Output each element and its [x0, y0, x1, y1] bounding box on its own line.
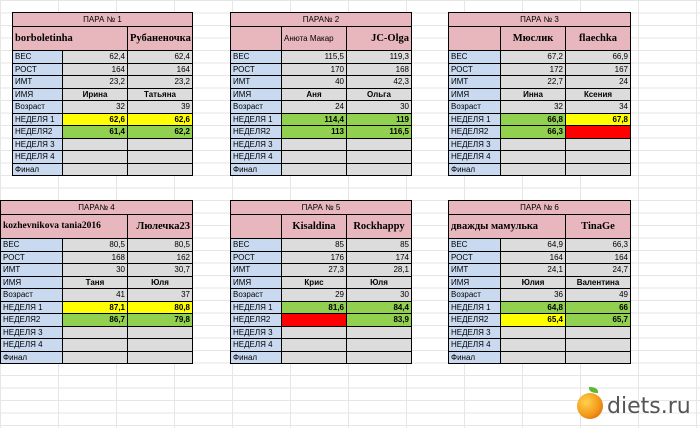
row-label-week4: НЕДЕЛЯ 4 [231, 339, 282, 352]
cell-vozrast-1[interactable]: 24 [282, 101, 347, 114]
cell-week1-1[interactable]: 87,1 [63, 301, 128, 314]
cell-imt-2[interactable]: 30,7 [128, 264, 193, 277]
cell-rost-1[interactable]: 168 [63, 251, 128, 264]
cell-vozrast-2[interactable]: 30 [347, 289, 412, 302]
row-label-imt: ИМТ [231, 264, 282, 277]
cell-imya-1[interactable]: Таня [63, 276, 128, 289]
cell-ves-2[interactable]: 80,5 [128, 239, 193, 252]
cell-rost-2[interactable]: 174 [347, 251, 412, 264]
cell-week2-1[interactable]: 86,7 [63, 314, 128, 327]
cell-week3-1[interactable] [63, 138, 128, 151]
cell-rost-1[interactable]: 170 [282, 63, 347, 76]
cell-week3-1[interactable] [282, 138, 347, 151]
cell-vozrast-2[interactable]: 34 [566, 101, 631, 114]
row-label-imya: ИМЯ [231, 276, 282, 289]
cell-week4-2[interactable] [128, 339, 193, 352]
user1-nick: Анюта Макар [282, 27, 347, 51]
row-label-rost: РОСТ [1, 251, 63, 264]
row-label-final: Финал [1, 351, 63, 364]
cell-ves-1[interactable]: 67,2 [501, 51, 566, 64]
row-label-final: Финал [449, 163, 501, 176]
row-label-imt: ИМТ [449, 76, 501, 89]
cell-rost-2[interactable]: 168 [347, 63, 412, 76]
row-label-week1: НЕДЕЛЯ 1 [1, 301, 63, 314]
cell-week2-2[interactable]: 116,5 [347, 126, 412, 139]
user2-nick: JC-Olga [347, 27, 412, 51]
cell-rost-2[interactable]: 164 [128, 63, 193, 76]
row-label-rost: РОСТ [231, 251, 282, 264]
row-label-vozrast: Возраст [449, 101, 501, 114]
pair-table [448, 200, 631, 364]
row-label-imya: ИМЯ [449, 88, 501, 101]
cell-final-2[interactable] [347, 163, 412, 176]
cell-final-1[interactable] [63, 163, 128, 176]
row-label-vozrast: Возраст [13, 101, 63, 114]
cell-vozrast-1[interactable]: 41 [63, 289, 128, 302]
row-label-week2: НЕДЕЛЯ2 [1, 314, 63, 327]
cell-rost-1[interactable]: 164 [63, 63, 128, 76]
row-label-week3: НЕДЕЛЯ 3 [231, 326, 282, 339]
cell-week2-1[interactable]: 66,3 [501, 126, 566, 139]
pair-table [12, 12, 193, 176]
cell-week2-2[interactable]: 65,7 [566, 314, 631, 327]
cell-week4-1[interactable] [501, 339, 566, 352]
row-label-week2: НЕДЕЛЯ2 [13, 126, 63, 139]
cell-imt-2[interactable]: 42,3 [347, 76, 412, 89]
row-label-imt: ИМТ [231, 76, 282, 89]
row-label-imya: ИМЯ [231, 88, 282, 101]
cell-week3-1[interactable] [501, 326, 566, 339]
cell-week2-1[interactable]: 65,4 [501, 314, 566, 327]
cell-week1-2[interactable]: 80,8 [128, 301, 193, 314]
cell-week1-2[interactable]: 66 [566, 301, 631, 314]
cell-week2-1[interactable] [282, 314, 347, 327]
row-label-ves: ВЕС [449, 239, 501, 252]
cell-ves-1[interactable]: 62,4 [63, 51, 128, 64]
row-label-week3: НЕДЕЛЯ 3 [1, 326, 63, 339]
cell-imya-2[interactable]: Валентина [566, 276, 631, 289]
apple-icon [577, 393, 603, 419]
cell-week4-1[interactable] [282, 339, 347, 352]
row-label-imya: ИМЯ [449, 276, 501, 289]
cell-week2-1[interactable]: 61,4 [63, 126, 128, 139]
cell-rost-1[interactable]: 172 [501, 63, 566, 76]
cell-week3-2[interactable] [128, 326, 193, 339]
cell-final-2[interactable] [566, 163, 631, 176]
row-label-imya: ИМЯ [13, 88, 63, 101]
cell-imt-2[interactable]: 24 [566, 76, 631, 89]
logo-text: diets.ru [607, 393, 691, 419]
row-label-week4: НЕДЕЛЯ 4 [449, 151, 501, 164]
row-label-week2: НЕДЕЛЯ2 [449, 314, 501, 327]
cell-ves-2[interactable]: 119,3 [347, 51, 412, 64]
pair-title: ПАРА№ 4 [1, 201, 193, 215]
cell-vozrast-1[interactable]: 32 [501, 101, 566, 114]
cell-vozrast-1[interactable]: 36 [501, 289, 566, 302]
cell-imt-2[interactable]: 24,7 [566, 264, 631, 277]
row-label-week1: НЕДЕЛЯ 1 [449, 301, 501, 314]
cell-imya-2[interactable]: Юля [128, 276, 193, 289]
cell-ves-2[interactable]: 66,3 [566, 239, 631, 252]
cell-vozrast-1[interactable]: 32 [63, 101, 128, 114]
cell-week3-2[interactable] [347, 326, 412, 339]
cell-final-1[interactable] [63, 351, 128, 364]
row-label-week4: НЕДЕЛЯ 4 [1, 339, 63, 352]
cell-imya-2[interactable]: Татьяна [128, 88, 193, 101]
row-label-week1: НЕДЕЛЯ 1 [231, 113, 282, 126]
cell-week1-1[interactable]: 114,4 [282, 113, 347, 126]
cell-final-2[interactable] [128, 163, 193, 176]
cell-ves-1[interactable]: 64,9 [501, 239, 566, 252]
cell-week3-1[interactable] [501, 138, 566, 151]
user2-nick: TinaGe [566, 215, 631, 239]
cell-final-1[interactable] [501, 163, 566, 176]
pair-table [448, 12, 631, 176]
row-label-vozrast: Возраст [449, 289, 501, 302]
pair-title: ПАРА№ 2 [231, 13, 412, 27]
pair-title: ПАРА № 3 [449, 13, 631, 27]
cell-week1-1[interactable]: 64,8 [501, 301, 566, 314]
cell-imya-1[interactable]: Крис [282, 276, 347, 289]
user1-nick: borboletinha [13, 27, 128, 51]
cell-week3-2[interactable] [128, 138, 193, 151]
pair-title: ПАРА № 6 [449, 201, 631, 215]
row-label-week3: НЕДЕЛЯ 3 [13, 138, 63, 151]
row-label-rost: РОСТ [449, 251, 501, 264]
pair-title: ПАРА № 5 [231, 201, 412, 215]
cell-week4-2[interactable] [128, 151, 193, 164]
cell-week1-2[interactable]: 67,8 [566, 113, 631, 126]
row-label-final: Финал [13, 163, 63, 176]
row-label-final: Финал [231, 163, 282, 176]
row-label-imt: ИМТ [13, 76, 63, 89]
cell-imt-2[interactable]: 23,2 [128, 76, 193, 89]
cell-ves-2[interactable]: 66,9 [566, 51, 631, 64]
row-label-week1: НЕДЕЛЯ 1 [231, 301, 282, 314]
cell-week2-1[interactable]: 113 [282, 126, 347, 139]
diets-logo [577, 390, 691, 422]
user1-nick: Kisaldina [282, 215, 347, 239]
cell-week3-2[interactable] [566, 326, 631, 339]
cell-ves-1[interactable]: 115,5 [282, 51, 347, 64]
row-label-imt: ИМТ [1, 264, 63, 277]
cell-final-2[interactable] [347, 351, 412, 364]
cell-week1-1[interactable]: 66,8 [501, 113, 566, 126]
cell-week2-2[interactable] [566, 126, 631, 139]
row-label-week1: НЕДЕЛЯ 1 [13, 113, 63, 126]
cell-imya-2[interactable]: Юля [347, 276, 412, 289]
cell-imya-2[interactable]: Ольга [347, 88, 412, 101]
cell-imt-1[interactable]: 22,7 [501, 76, 566, 89]
row-label-week4: НЕДЕЛЯ 4 [449, 339, 501, 352]
row-label-vozrast: Возраст [231, 289, 282, 302]
row-label-vozrast: Возраст [1, 289, 63, 302]
cell-vozrast-2[interactable]: 30 [347, 101, 412, 114]
cell-week2-2[interactable]: 79,8 [128, 314, 193, 327]
row-label-week1: НЕДЕЛЯ 1 [449, 113, 501, 126]
user1-nick: Мюслик [501, 27, 566, 51]
cell-final-1[interactable] [282, 351, 347, 364]
cell-imya-1[interactable]: Ирина [63, 88, 128, 101]
pair-table [0, 200, 193, 364]
cell-ves-2[interactable]: 85 [347, 239, 412, 252]
cell-week3-1[interactable] [63, 326, 128, 339]
cell-week4-2[interactable] [566, 339, 631, 352]
row-label-ves: ВЕС [13, 51, 63, 64]
cell-vozrast-2[interactable]: 49 [566, 289, 631, 302]
user2-nick: Люлечка23 [128, 215, 193, 239]
cell-week1-2[interactable]: 62,6 [128, 113, 193, 126]
row-label-imt: ИМТ [449, 264, 501, 277]
row-label-week4: НЕДЕЛЯ 4 [231, 151, 282, 164]
user1-nick: kozhevnikova tania2016 [1, 215, 128, 239]
cell-week4-1[interactable] [63, 151, 128, 164]
cell-imt-1[interactable]: 27,3 [282, 264, 347, 277]
cell-rost-2[interactable]: 164 [566, 251, 631, 264]
row-label-imya: ИМЯ [1, 276, 63, 289]
row-label-week2: НЕДЕЛЯ2 [449, 126, 501, 139]
row-label-final: Финал [231, 351, 282, 364]
row-label-rost: РОСТ [13, 63, 63, 76]
cell-final-2[interactable] [566, 351, 631, 364]
user2-nick: flaechka [566, 27, 631, 51]
cell-ves-2[interactable]: 62,4 [128, 51, 193, 64]
cell-week3-1[interactable] [282, 326, 347, 339]
cell-imt-1[interactable]: 30 [63, 264, 128, 277]
row-label-final: Финал [449, 351, 501, 364]
row-label-ves: ВЕС [1, 239, 63, 252]
cell-ves-1[interactable]: 85 [282, 239, 347, 252]
user2-nick: Rockhappy [347, 215, 412, 239]
cell-imya-1[interactable]: Юлия [501, 276, 566, 289]
cell-imt-2[interactable]: 28,1 [347, 264, 412, 277]
row-label-rost: РОСТ [231, 63, 282, 76]
cell-vozrast-2[interactable]: 39 [128, 101, 193, 114]
cell-imya-1[interactable]: Аня [282, 88, 347, 101]
cell-rost-1[interactable]: 176 [282, 251, 347, 264]
cell-week1-2[interactable]: 84,4 [347, 301, 412, 314]
pair-title: ПАРА № 1 [13, 13, 193, 27]
row-label-ves: ВЕС [231, 239, 282, 252]
cell-imya-1[interactable]: Инна [501, 88, 566, 101]
cell-rost-2[interactable]: 162 [128, 251, 193, 264]
row-label-week2: НЕДЕЛЯ2 [231, 126, 282, 139]
cell-imya-2[interactable]: Ксения [566, 88, 631, 101]
cell-final-1[interactable] [501, 351, 566, 364]
row-label-rost: РОСТ [449, 63, 501, 76]
cell-week1-2[interactable]: 119 [347, 113, 412, 126]
row-label-week2: НЕДЕЛЯ2 [231, 314, 282, 327]
cell-imt-1[interactable]: 40 [282, 76, 347, 89]
cell-week2-2[interactable]: 62,2 [128, 126, 193, 139]
cell-rost-1[interactable]: 164 [501, 251, 566, 264]
pair-table [230, 200, 412, 364]
cell-ves-1[interactable]: 80,5 [63, 239, 128, 252]
cell-rost-2[interactable]: 167 [566, 63, 631, 76]
row-label-week4: НЕДЕЛЯ 4 [13, 151, 63, 164]
cell-week1-1[interactable]: 62,6 [63, 113, 128, 126]
cell-week3-2[interactable] [566, 138, 631, 151]
user1-nick: дважды мамулька [449, 215, 566, 239]
cell-week4-2[interactable] [566, 151, 631, 164]
pair-table [230, 12, 412, 176]
cell-vozrast-2[interactable]: 37 [128, 289, 193, 302]
cell-imt-1[interactable]: 24,1 [501, 264, 566, 277]
row-label-week3: НЕДЕЛЯ 3 [449, 138, 501, 151]
cell-week4-1[interactable] [501, 151, 566, 164]
cell-final-2[interactable] [128, 351, 193, 364]
cell-week4-2[interactable] [347, 339, 412, 352]
cell-vozrast-1[interactable]: 29 [282, 289, 347, 302]
user2-nick: Рубаненочка [128, 27, 193, 51]
row-label-ves: ВЕС [231, 51, 282, 64]
row-label-week3: НЕДЕЛЯ 3 [231, 138, 282, 151]
cell-week4-1[interactable] [282, 151, 347, 164]
row-label-week3: НЕДЕЛЯ 3 [449, 326, 501, 339]
cell-week1-1[interactable]: 81,6 [282, 301, 347, 314]
row-label-ves: ВЕС [449, 51, 501, 64]
cell-week2-2[interactable]: 83,9 [347, 314, 412, 327]
cell-week4-1[interactable] [63, 339, 128, 352]
cell-final-1[interactable] [282, 163, 347, 176]
cell-week3-2[interactable] [347, 138, 412, 151]
cell-imt-1[interactable]: 23,2 [63, 76, 128, 89]
row-label-vozrast: Возраст [231, 101, 282, 114]
cell-week4-2[interactable] [347, 151, 412, 164]
